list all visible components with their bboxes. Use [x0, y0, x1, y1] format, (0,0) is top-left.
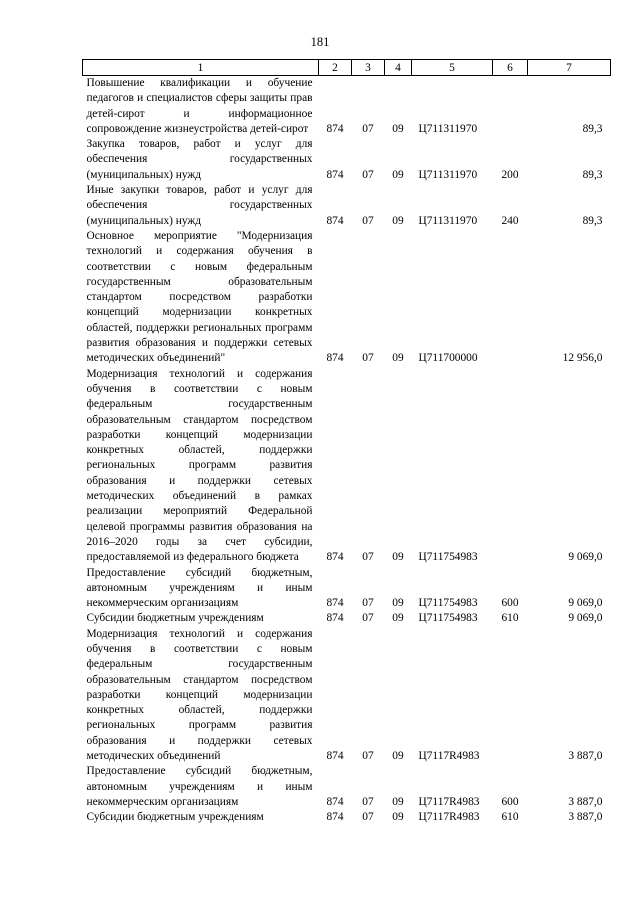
row-admin-code: 874	[326, 597, 344, 610]
row-amount: 89,3	[582, 214, 603, 227]
row-admin-code: 874	[326, 122, 344, 135]
row-subsection: 09	[392, 597, 404, 610]
row-amount: 3 887,0	[568, 811, 603, 824]
row-target-article: Ц711754983	[418, 551, 478, 564]
column-header-7: 7	[528, 60, 611, 76]
row-subsection: 09	[392, 551, 404, 564]
budget-table	[82, 59, 611, 826]
row-expense-type	[493, 367, 528, 566]
table-row	[83, 627, 611, 765]
column-header-4: 4	[385, 60, 412, 76]
row-section: 07	[362, 597, 374, 610]
table-row	[83, 566, 611, 612]
table-row	[83, 229, 611, 367]
row-name: Повышение квалификации и обучение педагогов и специалистов сферы защиты прав детей-сирот и информационное сопровождение жизнеустройства детей-сирот	[86, 77, 313, 135]
table-row	[83, 76, 611, 138]
row-expense-type	[493, 627, 528, 765]
row-admin-code: 874	[326, 214, 344, 227]
row-name: Субсидии бюджетным учреждениям	[86, 811, 264, 824]
row-amount: 3 887,0	[568, 795, 603, 808]
table-row	[83, 183, 611, 229]
table-row	[83, 810, 611, 825]
table-header-row	[83, 60, 611, 76]
row-name: Предоставление субсидий бюджетным, автономным учреждениям и иным некоммерческим организациям	[86, 566, 313, 610]
row-section: 07	[362, 811, 374, 824]
row-name: Модернизация технологий и содержания обучения в соответствии с новым федеральным государственным образовательным стандартом посредством разработки концепций модернизации конкретных областей, поддержки региональных программ развития образования и поддержки сетевых методических объединений в рамках реализации мероприятий Федеральной целевой программы развития образования на 2016–2020 годы за счет субсидии, предоставляемой из федерального бюджета	[86, 367, 313, 564]
column-header-6: 6	[493, 60, 528, 76]
row-admin-code: 874	[326, 795, 344, 808]
row-amount: 9 069,0	[568, 551, 603, 564]
row-amount: 12 956,0	[562, 352, 603, 365]
row-expense-type: 600	[501, 597, 519, 610]
row-section: 07	[362, 750, 374, 763]
row-admin-code: 874	[326, 811, 344, 824]
column-header-2: 2	[319, 60, 352, 76]
row-subsection: 09	[392, 122, 404, 135]
row-expense-type: 200	[501, 168, 519, 181]
row-section: 07	[362, 214, 374, 227]
row-subsection: 09	[392, 795, 404, 808]
row-subsection: 09	[392, 750, 404, 763]
column-header-1: 1	[83, 60, 319, 76]
table-row	[83, 611, 611, 626]
row-target-article: Ц7117R4983	[418, 795, 480, 808]
row-target-article: Ц711311970	[418, 122, 478, 135]
row-expense-type	[493, 229, 528, 367]
row-target-article: Ц711754983	[418, 597, 478, 610]
table-row	[83, 137, 611, 183]
row-target-article: Ц711311970	[418, 214, 478, 227]
row-target-article: Ц7117R4983	[418, 811, 480, 824]
row-subsection: 09	[392, 214, 404, 227]
row-target-article: Ц7117R4983	[418, 750, 480, 763]
row-expense-type: 610	[501, 612, 519, 625]
row-amount: 89,3	[582, 168, 603, 181]
row-expense-type: 240	[501, 214, 519, 227]
row-section: 07	[362, 122, 374, 135]
row-name: Иные закупки товаров, работ и услуг для обеспечения государственных (муниципальных) нужд	[86, 184, 313, 227]
row-subsection: 09	[392, 811, 404, 824]
row-section: 07	[362, 612, 374, 625]
table-row	[83, 764, 611, 810]
row-amount: 3 887,0	[568, 750, 603, 763]
row-name: Предоставление субсидий бюджетным, автономным учреждениям и иным некоммерческим организациям	[86, 765, 313, 808]
table-row	[83, 367, 611, 566]
row-expense-type: 610	[501, 811, 519, 824]
page-number: 181	[310, 35, 330, 49]
row-name: Субсидии бюджетным учреждениям	[86, 612, 264, 625]
row-amount: 9 069,0	[568, 612, 603, 625]
row-amount: 9 069,0	[568, 597, 603, 610]
column-header-3: 3	[352, 60, 385, 76]
row-amount: 89,3	[582, 122, 603, 135]
row-section: 07	[362, 168, 374, 181]
row-name: Закупка товаров, работ и услуг для обеспечения государственных (муниципальных) нужд	[86, 138, 313, 181]
row-admin-code: 874	[326, 352, 344, 365]
row-name: Основное мероприятие "Модернизация технологий и содержания обучения в соответствии с новым федеральным государственным образовательным стандартом посредством разработки концепций модернизации конкретных областей, поддержки региональных программ развития образования и поддержки сетевых методических объединений"	[86, 229, 313, 365]
row-expense-type	[493, 76, 528, 138]
row-section: 07	[362, 551, 374, 564]
column-header-5: 5	[412, 60, 493, 76]
row-admin-code: 874	[326, 612, 344, 625]
row-subsection: 09	[392, 612, 404, 625]
row-admin-code: 874	[326, 168, 344, 181]
row-name: Модернизация технологий и содержания обучения в соответствии с новым федеральным государственным образовательным стандартом посредством разработки концепций модернизации конкретных областей, поддержки региональных программ развития образования и поддержки сетевых методических объединений	[86, 627, 313, 763]
row-target-article: Ц711700000	[418, 352, 478, 365]
table-body	[83, 76, 611, 826]
row-section: 07	[362, 352, 374, 365]
row-subsection: 09	[392, 168, 404, 181]
row-target-article: Ц711311970	[418, 168, 478, 181]
row-admin-code: 874	[326, 750, 344, 763]
row-admin-code: 874	[326, 551, 344, 564]
row-section: 07	[362, 795, 374, 808]
row-expense-type: 600	[501, 795, 519, 808]
row-subsection: 09	[392, 352, 404, 365]
row-target-article: Ц711754983	[418, 612, 478, 625]
